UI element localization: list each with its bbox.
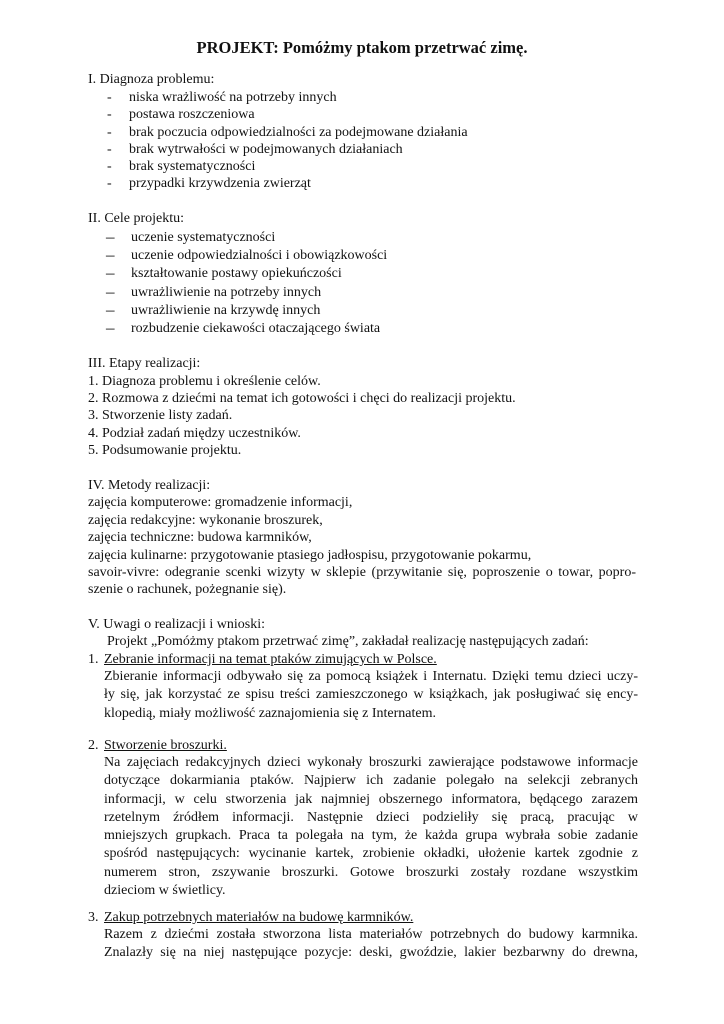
list-bullet: - [107,107,112,122]
list-item: rozbudzenie ciekawości otaczającego świata [131,321,381,336]
method-line: zajęcia techniczne: budowa karmników, [88,530,312,545]
list-item: uwrażliwienie na potrzeby innych [131,285,322,300]
section-5-heading: V. Uwagi o realizacji i wnioski: [88,617,266,632]
task-description [104,668,638,723]
task-number: 3. [88,910,99,925]
document-title: PROJEKT: Pomóżmy ptakom przetrwać zimę. [196,38,528,57]
task-title: Zakup potrzebnych materiałów na budowę karmników. [104,910,414,925]
paragraph-line: klopedią, miały możliwość zaznajomienia się z Internatem. [104,705,436,721]
list-item: 1. Diagnoza problemu i określenie celów. [88,374,321,389]
list-bullet: - [107,90,112,105]
paragraph-line: Znalazły się na niej następujące pozycje: deski, gwoździe, lakier bezbarwny do drewna, [104,945,638,961]
paragraph-line: numerem stron, zszywanie broszurki. Gotowe broszurki zostały rozdane wszystkim [104,864,638,880]
list-bullet: – [106,263,115,282]
task-title: Zebranie informacji na temat ptaków zimujących w Polsce. [104,652,437,667]
method-line: zajęcia redakcyjne: wykonanie broszurek, [88,513,323,528]
list-bullet: – [106,318,115,337]
task-description [104,754,638,900]
list-bullet: - [107,125,112,140]
section-1-heading: I. Diagnoza problemu: [88,72,215,87]
list-bullet: – [106,227,115,246]
list-bullet: - [107,159,112,174]
list-bullet: – [106,282,115,301]
list-bullet: - [107,176,112,191]
method-line: zajęcia komputerowe: gromadzenie informacji, [88,495,353,510]
paragraph-line: mniejszych grupkach. Praca ta polegała na tym, że każda grupa wybrała sobie zadanie [104,828,638,844]
list-item: 5. Podsumowanie projektu. [88,443,242,458]
section-4-heading: IV. Metody realizacji: [88,478,211,493]
list-item: brak systematyczności [129,159,256,174]
task-title: Stworzenie broszurki. [104,738,227,753]
list-item: 4. Podział zadań między uczestników. [88,426,301,441]
list-item: 2. Rozmowa z dziećmi na temat ich gotowości i chęci do realizacji projektu. [88,391,516,406]
list-item: postawa roszczeniowa [129,107,255,122]
paragraph-line: Zbieranie informacji odbywało się za pomocą książek i Internatu. Dzięki temu dzieci uczy- [104,669,638,684]
section-2-heading: II. Cele projektu: [88,211,185,226]
section-3-heading: III. Etapy realizacji: [88,356,201,371]
list-item: 3. Stworzenie listy zadań. [88,408,233,423]
task-description [104,926,638,963]
list-bullet: – [106,300,115,319]
task-number: 2. [88,738,99,753]
list-bullet: – [106,245,115,264]
section-5-intro: Projekt „Pomóżmy ptakom przetrwać zimę”, zakładał realizację następujących zadań: [107,634,589,649]
task-number: 1. [88,652,99,667]
list-bullet: - [107,142,112,157]
list-item: brak poczucia odpowiedzialności za podejmowane działania [129,125,468,140]
list-item: uczenie systematyczności [131,230,276,245]
paragraph-line: rzetelnym źródłem informacji. Następnie dzieci podzieliły się pracą, pracując w [104,809,638,825]
paragraph-line: ły się, jak korzystać ze spisu treści zamieszczonego w książkach, jak posługiwać się ency- [104,687,638,703]
list-item: niska wrażliwość na potrzeby innych [129,90,337,105]
list-item: uwrażliwienie na krzywdę innych [131,303,321,318]
method-line: szenie o rachunek, pożegnanie się). [88,582,287,597]
paragraph-line: spośród następujących: wycinanie kartek, zrobienie okładki, ułożenie kartek zgodnie z [104,846,638,862]
list-item: uczenie odpowiedzialności i obowiązkowości [131,248,388,263]
list-item: przypadki krzywdzenia zwierząt [129,176,311,191]
paragraph-line: dzieciom w świetlicy. [104,883,226,899]
list-item: brak wytrwałości w podejmowanych działaniach [129,142,403,157]
list-item: kształtowanie postawy opiekuńczości [131,266,342,281]
paragraph-line: Razem z dziećmi została stworzona lista materiałów potrzebnych do budowy karmnika. [104,927,638,942]
paragraph-line: informacji, w celu stworzenia jak najmniej obszernego informatora, będącego zarazem [104,791,638,807]
method-line: savoir-vivre: odegranie scenki wizyty w sklepie (przywitanie się, poproszenie o towar, popro- [88,565,636,580]
paragraph-line: dotyczące dokarmiania ptaków. Najpierw ich zadanie polegało na selekcji zebranych [104,773,638,789]
method-line: zajęcia kulinarne: przygotowanie ptasiego jadłospisu, przygotowanie pokarmu, [88,548,532,563]
paragraph-line: Na zajęciach redakcyjnych dzieci wykonały broszurki zawierające podstawowe informacje [104,755,638,770]
